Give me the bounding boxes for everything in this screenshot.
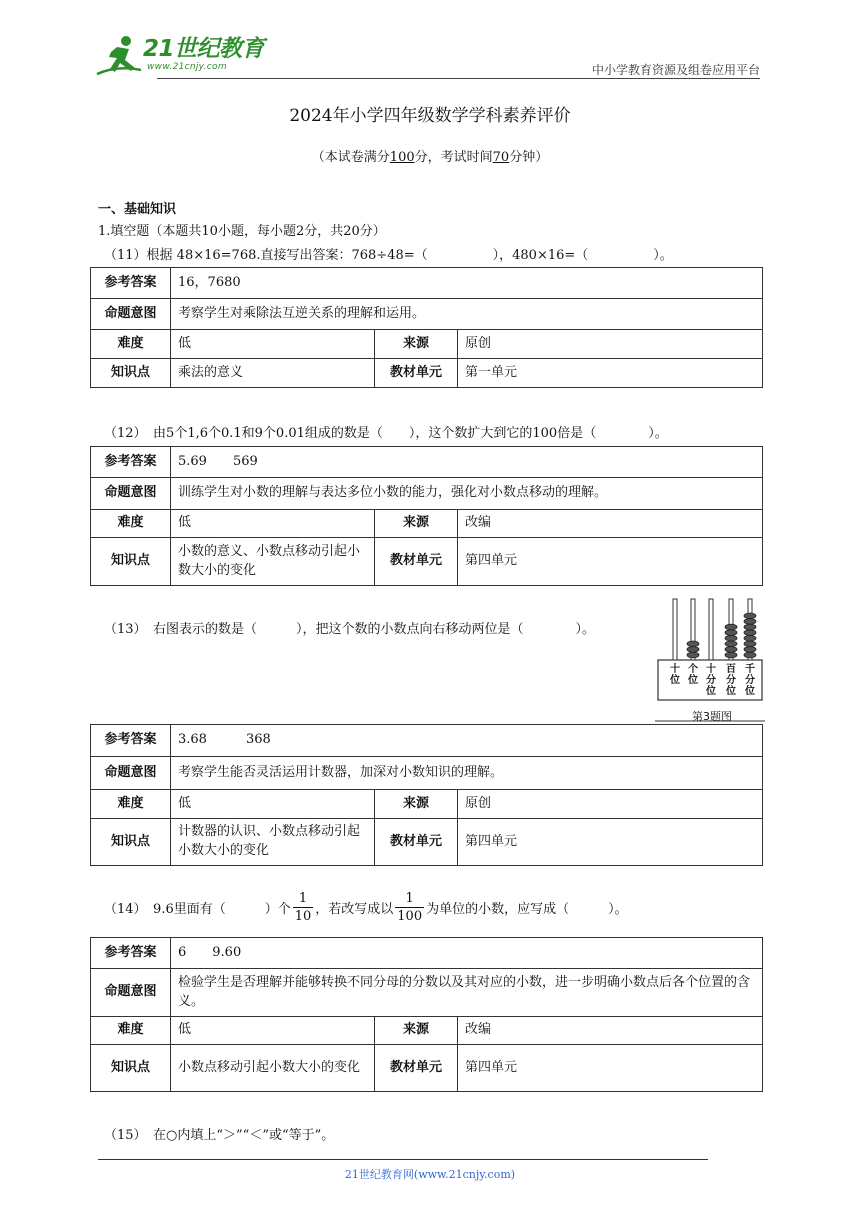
answer-table-14 <box>90 937 763 1092</box>
subtitle-prefix: （本试卷满分 <box>311 150 390 165</box>
question-14 <box>104 890 628 925</box>
source-value: 原创 <box>458 330 763 359</box>
site-logo <box>95 32 265 77</box>
place-label-char: 位 <box>745 686 755 697</box>
logo-text: 21世纪教育 <box>143 36 265 62</box>
q14-text-a: （14） 9.6里面有（ ）个 <box>104 902 291 917</box>
question-15: （15） 在○内填上“＞”“＜”或“等于”。 <box>104 1128 335 1143</box>
label-source: 来源 <box>375 510 458 538</box>
abacus-bead <box>744 613 756 619</box>
q14-text-b: ，若改写成以 <box>315 902 394 917</box>
unit-value: 第四单元 <box>458 538 763 586</box>
knowledge-value: 计数器的认识、小数点移动引起小数大小的变化 <box>171 819 375 866</box>
answer-value: 6 9.60 <box>171 938 763 969</box>
fraction-numerator: 1 <box>395 890 424 908</box>
label-source: 来源 <box>375 790 458 819</box>
place-label-char: 位 <box>670 675 680 686</box>
place-label-char: 位 <box>706 686 716 697</box>
place-label-char: 分 <box>726 675 736 686</box>
header-divider <box>157 78 760 79</box>
abacus-group <box>655 599 765 721</box>
abacus-bead <box>725 647 737 653</box>
abacus-bead <box>744 635 756 641</box>
label-unit: 教材单元 <box>375 819 458 866</box>
platform-name: 中小学教育资源及组卷应用平台 <box>591 63 760 77</box>
label-answer: 参考答案 <box>91 725 171 757</box>
source-value: 原创 <box>458 790 763 819</box>
answer-value: 16，7680 <box>171 268 763 299</box>
unit-value: 第四单元 <box>458 819 763 866</box>
label-intent: 命题意图 <box>91 478 171 510</box>
abacus-bead <box>744 630 756 636</box>
answer-value: 3.68 368 <box>171 725 763 757</box>
knowledge-value: 小数的意义、小数点移动引起小数大小的变化 <box>171 538 375 586</box>
abacus-bead <box>744 647 756 653</box>
source-value: 改编 <box>458 510 763 538</box>
answer-value: 5.69 569 <box>171 447 763 478</box>
label-difficulty: 难度 <box>91 510 171 538</box>
label-unit: 教材单元 <box>375 538 458 586</box>
label-answer: 参考答案 <box>91 268 171 299</box>
label-answer: 参考答案 <box>91 447 171 478</box>
fraction-denominator: 10 <box>294 909 312 924</box>
abacus-rod <box>709 599 713 660</box>
label-difficulty: 难度 <box>91 790 171 819</box>
answer-table-11 <box>90 267 763 388</box>
place-label-char: 分 <box>745 675 755 686</box>
place-label-char: 位 <box>726 686 736 697</box>
difficulty-value: 低 <box>171 790 375 819</box>
page-footer: 21世纪教育网(www.21cnjy.com) <box>344 1168 516 1181</box>
unit-value: 第一单元 <box>458 359 763 388</box>
label-intent: 命题意图 <box>91 969 171 1017</box>
section-heading: 一、基础知识 <box>98 202 177 217</box>
label-source: 来源 <box>375 330 458 359</box>
difficulty-value: 低 <box>171 330 375 359</box>
label-difficulty: 难度 <box>91 330 171 359</box>
source-value: 改编 <box>458 1017 763 1045</box>
label-knowledge: 知识点 <box>91 819 171 866</box>
difficulty-value: 低 <box>171 510 375 538</box>
abacus-bead <box>725 630 737 636</box>
place-label-char: 十 <box>670 664 680 675</box>
place-label-char: 分 <box>706 675 716 686</box>
abacus-rod <box>673 599 677 660</box>
abacus-bead <box>725 652 737 658</box>
subtitle-suffix: 分钟） <box>509 150 549 165</box>
abacus-bead <box>744 624 756 630</box>
intent-value: 训练学生对小数的理解与表达多位小数的能力，强化对小数点移动的理解。 <box>171 478 763 510</box>
abacus-bead <box>687 647 699 653</box>
answer-table-12 <box>90 446 763 586</box>
exam-title: 2024年小学四年级数学学科素养评价 <box>289 106 571 126</box>
intent-value: 考察学生能否灵活运用计数器，加深对小数知识的理解。 <box>171 757 763 790</box>
label-source: 来源 <box>375 1017 458 1045</box>
fraction-one-tenth <box>293 890 314 925</box>
place-label-char: 十 <box>706 664 716 675</box>
label-answer: 参考答案 <box>91 938 171 969</box>
knowledge-value: 小数点移动引起小数大小的变化 <box>171 1045 375 1092</box>
abacus-bead <box>744 641 756 647</box>
logo-url: www.21cnjy.com <box>147 62 227 72</box>
label-knowledge: 知识点 <box>91 538 171 586</box>
fraction-numerator: 1 <box>293 890 314 908</box>
question-11: （11）根据 48×16=768.直接写出答案：768÷48=（ ），480×16=（ ）。 <box>104 248 673 263</box>
intent-value: 考察学生对乘除法互逆关系的理解和运用。 <box>171 299 763 330</box>
abacus-bead <box>725 635 737 641</box>
page-header <box>95 32 760 82</box>
abacus-figure <box>655 597 765 722</box>
place-label-char: 百 <box>726 664 736 675</box>
total-score: 100 <box>389 150 415 165</box>
unit-value: 第四单元 <box>458 1045 763 1092</box>
abacus-bead <box>744 652 756 658</box>
exam-time: 70 <box>492 150 510 165</box>
label-unit: 教材单元 <box>375 359 458 388</box>
place-label-char: 千 <box>745 664 755 675</box>
fraction-one-hundredth <box>395 890 424 925</box>
knowledge-value: 乘法的意义 <box>171 359 375 388</box>
answer-table-13 <box>90 724 763 866</box>
fill-blank-heading: 1.填空题（本题共10小题，每小题2分，共20分） <box>98 224 386 239</box>
q14-text-c: 为单位的小数，应写成（ ）。 <box>426 902 628 917</box>
label-intent: 命题意图 <box>91 757 171 790</box>
place-label-char: 个 <box>688 664 698 675</box>
label-intent: 命题意图 <box>91 299 171 330</box>
subtitle-mid: 分，考试时间 <box>414 150 493 165</box>
fraction-denominator: 100 <box>397 909 423 924</box>
abacus-bead <box>744 619 756 625</box>
abacus-bead <box>687 641 699 647</box>
abacus-bead <box>725 624 737 630</box>
label-knowledge: 知识点 <box>91 1045 171 1092</box>
label-unit: 教材单元 <box>375 1045 458 1092</box>
intent-value: 检验学生是否理解并能够转换不同分母的分数以及其对应的小数，进一步明确小数点后各个位置的含义。 <box>171 969 763 1017</box>
label-knowledge: 知识点 <box>91 359 171 388</box>
question-13: （13） 右图表示的数是（ ），把这个数的小数点向右移动两位是（ ）。 <box>104 622 596 637</box>
place-label-char: 位 <box>688 675 698 686</box>
figure-caption: 第3题图 <box>692 710 732 723</box>
abacus-bead <box>687 652 699 658</box>
difficulty-value: 低 <box>171 1017 375 1045</box>
exam-subtitle <box>0 146 860 165</box>
abacus-bead <box>725 641 737 647</box>
runner-icon <box>95 32 145 77</box>
question-12: （12） 由5个1,6个0.1和9个0.01组成的数是（ ），这个数扩大到它的100倍是（ ）。 <box>104 426 668 441</box>
footer-divider <box>98 1159 708 1160</box>
label-difficulty: 难度 <box>91 1017 171 1045</box>
